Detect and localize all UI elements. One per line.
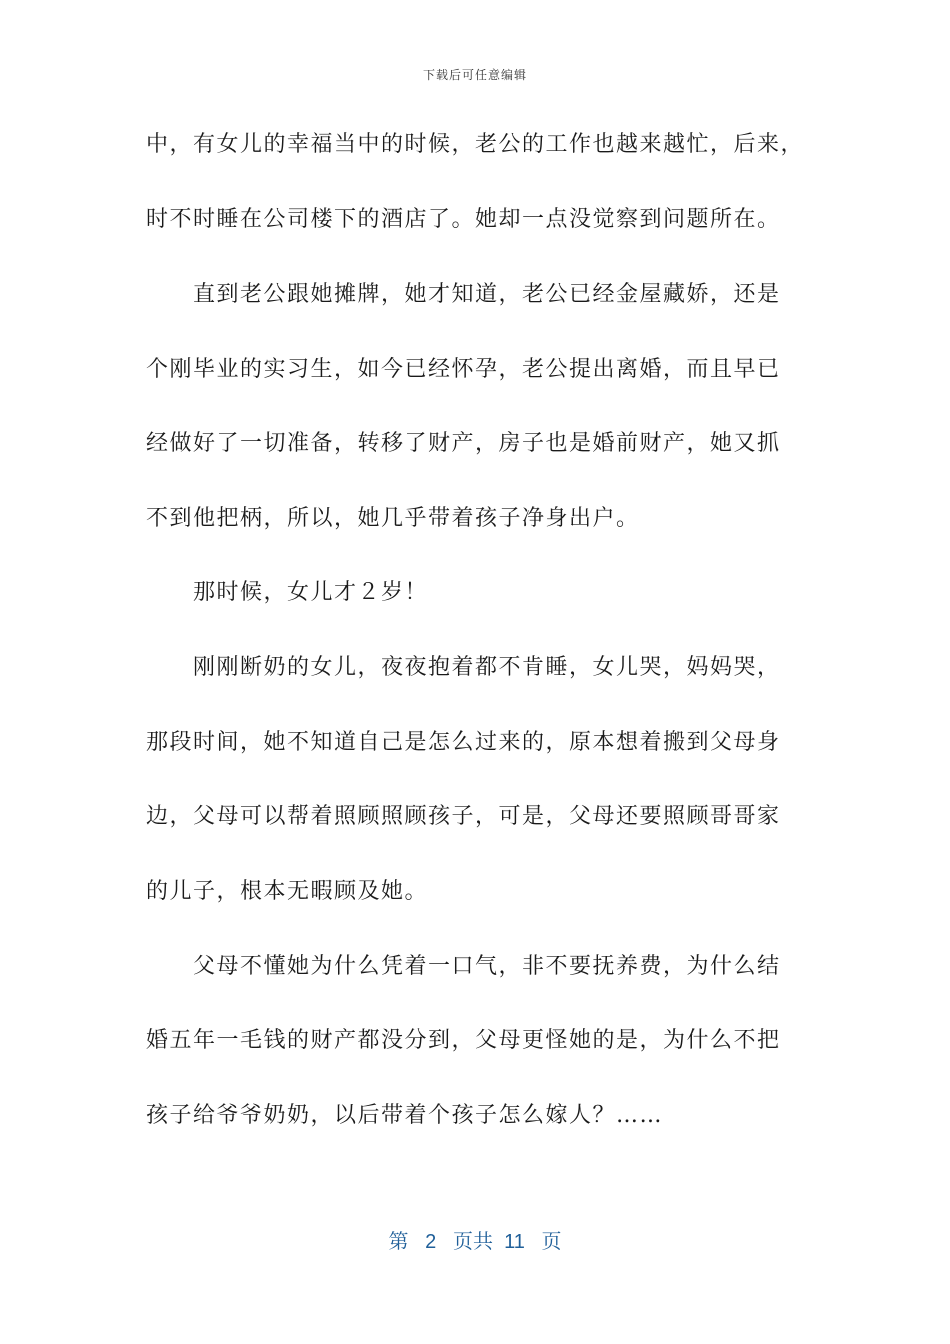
text-line-1: 中，有女儿的幸福当中的时候，老公的工作也越来越忙，后来， xyxy=(146,132,805,157)
text-line-2: 时不时睡在公司楼下的酒店了。她却一点没觉察到问题所在。 xyxy=(146,207,781,232)
text-line-4: 个刚毕业的实习生，如今已经怀孕，老公提出离婚，而且早已 xyxy=(146,357,781,382)
text-line-3: 直到老公跟她摊牌，她才知道，老公已经金屋藏娇，还是 xyxy=(193,282,781,307)
text-line-7: 那时候，女儿才２岁！ xyxy=(193,580,429,605)
header-note: 下载后可任意编辑 xyxy=(422,68,527,82)
total-pages-number: 11 xyxy=(504,1231,525,1253)
text-line-11: 的儿子，根本无暇顾及她。 xyxy=(146,879,429,904)
text-line-13: 婚五年一毛钱的财产都没分到，父母更怪她的是，为什么不把 xyxy=(146,1028,781,1053)
text-line-9: 那段时间，她不知道自己是怎么过来的，原本想着搬到父母身 xyxy=(146,730,781,755)
text-line-8: 刚刚断奶的女儿，夜夜抱着都不肯睡，女儿哭，妈妈哭， xyxy=(193,655,781,680)
text-line-10: 边，父母可以帮着照顾照顾孩子，可是，父母还要照顾哥哥家 xyxy=(146,804,781,829)
page-suffix: 页 xyxy=(541,1231,562,1253)
current-page-number: 2 xyxy=(425,1231,437,1253)
page-mid: 页共 xyxy=(452,1231,493,1253)
text-line-5: 经做好了一切准备，转移了财产，房子也是婚前财产，她又抓 xyxy=(146,431,781,456)
page-prefix: 第 xyxy=(388,1231,409,1253)
text-line-12: 父母不懂她为什么凭着一口气，非不要抚养费，为什么结 xyxy=(193,954,781,979)
text-line-6: 不到他把柄，所以，她几乎带着孩子净身出户。 xyxy=(146,506,640,531)
text-line-14: 孩子给爷爷奶奶，以后带着个孩子怎么嫁人？…… xyxy=(146,1103,664,1128)
page-footer xyxy=(0,1225,950,1254)
